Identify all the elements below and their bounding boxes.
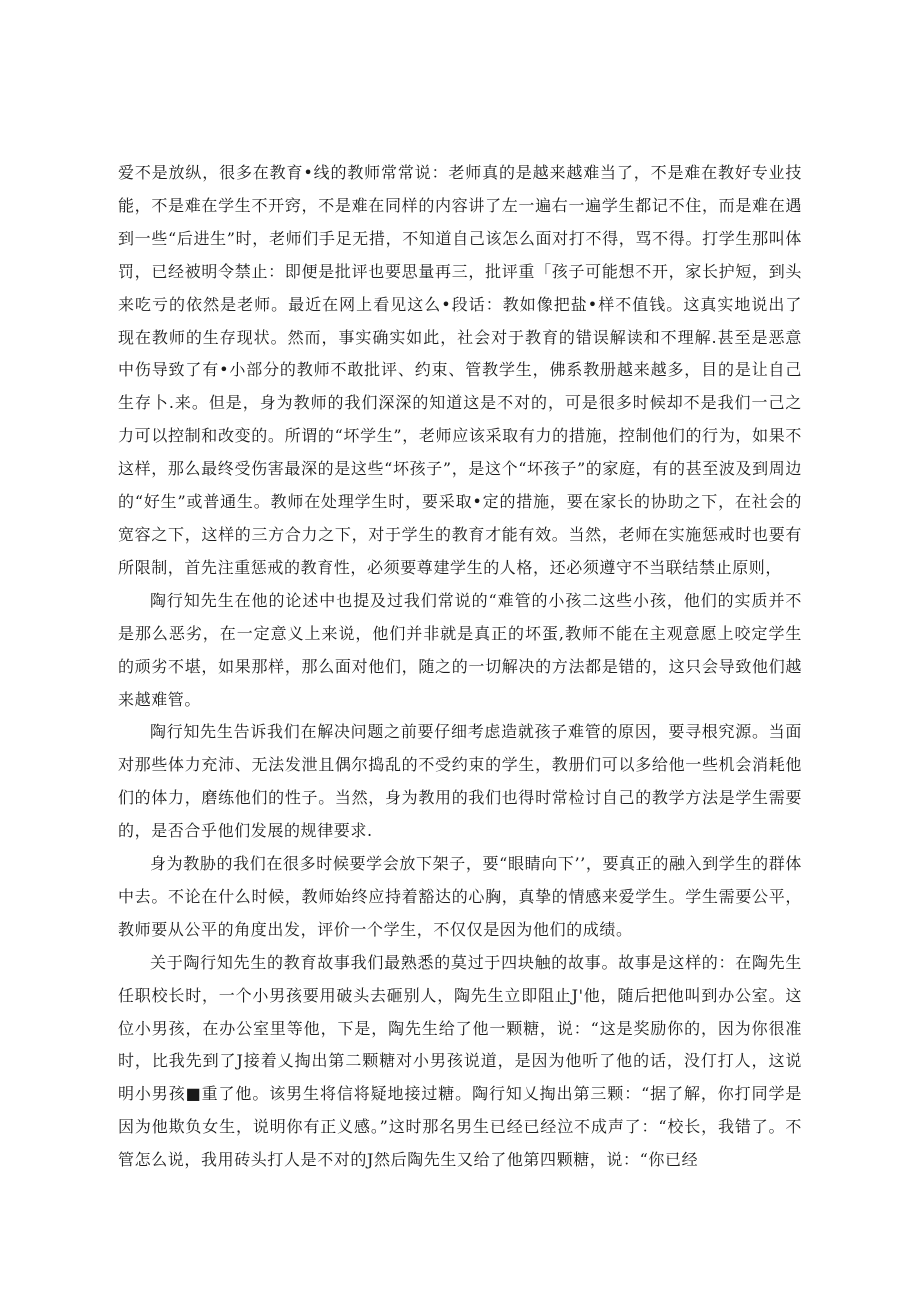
document-page [118,157,802,1177]
paragraph-4: 身为教胁的我们在很多时候要学会放下架子，要“眼睛向下’’，要真正的融入到学生的群体中去。不论在什么时候，教师始终应持着豁达的心胸，真挚的情感来爱学生。学生需要公平，教师要从公平的角度出发，评价一个学生，不仅仅是因为他们的成绩。 [118,854,802,939]
paragraph-5: 关于陶行知先生的教育故事我们最熟悉的莫过于四块触的故事。故事是这样的：在陶先生任职校长时，一个小男孩要用破头去砸别人，陶先生立即阻止J'他，随后把他叫到办公室。这位小男孩，在办公室里等他，下是，陶先生给了他一颗糖，说：“这是奖励你的，因为你很准时，比我先到了J接着乂掏出第二颗糖对小男孩说道，是因为他听了他的话，没仃打人，这说明小男孩■重了他。该男生将信将疑地接过糖。陶行知乂掏出第三颗：“据了解，你打同学是因为他欺负女生，说明你有正义感。”这时那名男生已经已经泣不成声了：“校长，我错了。不管怎么说，我用砖头打人是不对的J然后陶先生又给了他第四颗糖，说：“你已经 [118,952,802,1170]
paragraph-1: 爱不是放纵，很多在教育•线的教师常常说：老师真的是越来越难当了，不是难在教好专业技能，不是难在学生不开窍，不是难在同样的内容讲了左一遍右一遍学生都记不住，而是难在遇到一些“后进生”时，老师们手足无措，不知道自己该怎么面对打不得，骂不得。打学生那叫体罚，已经被明令禁止：即便是批评也要思量再三，批评重「孩子可能想不开，家长护短，到头来吃亏的依然是老师。最近在网上看见这么•段话：教如像把盐•样不值钱。这真实地说出了现在教师的生存现状。然而，事实确实如此，社会对于教育的错误解读和不理解.甚至是恶意中伤导致了有•小部分的教师不敢批评、约束、管教学生，佛系教册越来越多，目的是让自己生存卜.来。但是，身为教师的我们深深的知道这是不对的，可是很多时候却不是我们一己之力可以控制和改变的。所谓的“坏学生”，老师应该采取有力的措施，控制他们的行为，如果不这样，那么最终受伤害最深的是这些“坏孩子”，是这个“坏孩子”的家庭，有的甚至波及到周边的“好生”或普通生。教师在处理学生时，要采取•定的措施，要在家长的协助之下，在社会的宽容之下，这样的三方合力之下，对于学生的教育才能有效。当然，老师在实施惩戒时也要有所限制，首先注重惩戒的教育性，必须要尊建学生的人格，还必须遵守不当联结禁止原则， [118,163,802,577]
paragraph-3: 陶行知先生告诉我们在解决问题之前要仔细考虑造就孩子难管的原因，要寻根究源。当面对那些体力充沛、无法发泄且偶尔捣乱的不受约束的学生，教册们可以多给他一些机会消耗他们的体力，磨练他们的性子。当然，身为教用的我们也得时常检讨自己的教学方法是学生需要的，是否合乎他们发展的规律要求. [118,722,802,841]
paragraph-2: 陶行知先生在他的论述中也提及过我们常说的“难管的小孩二这些小孩，他们的实质并不是那么恶劣，在一定意义上来说，他们并非就是真正的坏蛋,教师不能在主观意愿上咬定学生的顽劣不堪，如果那样，那么面对他们，随之的一切解决的方法都是错的，这只会导致他们越来越难管。 [118,590,802,709]
